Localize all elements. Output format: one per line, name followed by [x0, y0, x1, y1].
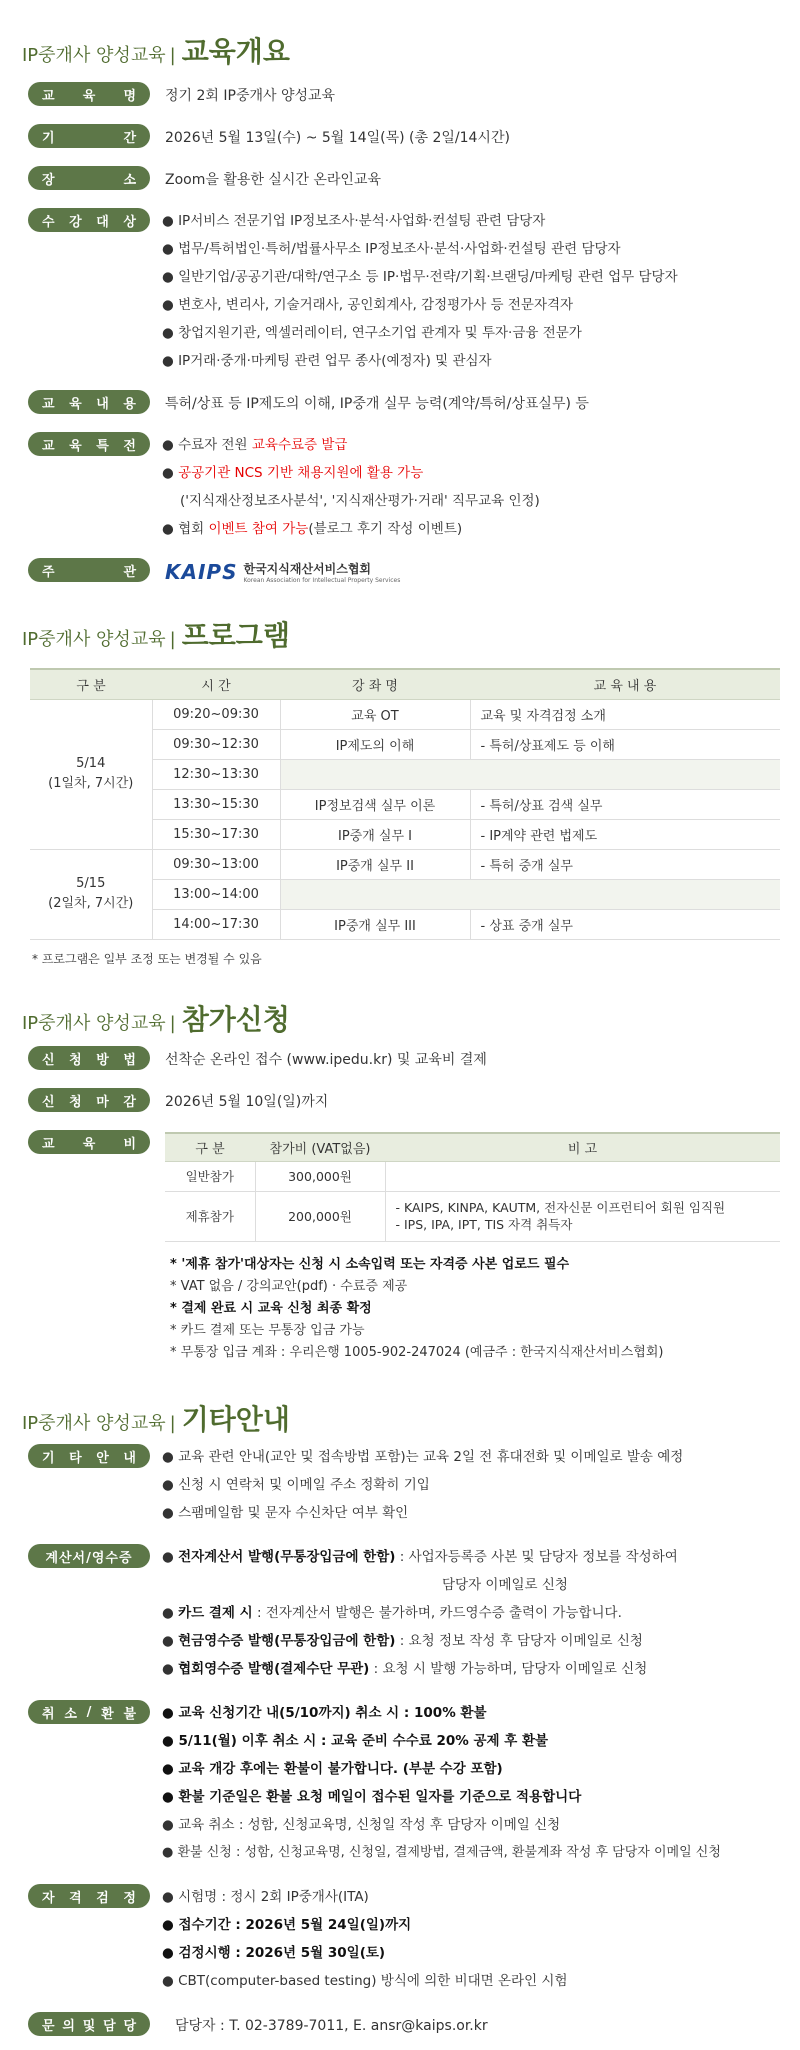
exam-item: ● CBT(computer-based testing) 방식에 의한 비대면 온라인 시험: [162, 1973, 568, 1989]
course-value: 정기 2회 IP중개사 양성교육: [165, 88, 336, 104]
benefit-item: ● 공공기관 NCS 기반 채용지원에 활용 가능: [162, 465, 424, 481]
receipt-item: ● 전자계산서 발행(무통장입금에 한함) : 사업자등록증 사본 및 담당자 정보를 작성하여: [162, 1549, 678, 1565]
label-fee: 교 육 비: [28, 1130, 150, 1154]
target-item: ● 법무/특허법인·특허/법률사무소 IP정보조사·분석·사업화·컨설팅 관련 담당자: [162, 241, 621, 257]
label-info: 기 타 안 내: [28, 1444, 150, 1468]
refund-item: ● 교육 신청기간 내(5/10까지) 취소 시 : 100% 환불: [162, 1705, 487, 1721]
label-target: 수 강 대 상: [28, 208, 150, 232]
receipt-item: ● 협회영수증 발행(결제수단 무관) : 요청 시 발행 가능하며, 담당자 이메일로 신청: [162, 1661, 648, 1677]
info-item: ● 교육 관련 안내(교안 및 접속방법 포함)는 교육 2일 전 휴대전화 및 이메일로 발송 예정: [162, 1449, 684, 1465]
fee-table: [165, 1132, 780, 1242]
table-row: 5/15 (2일차, 7시간) 09:30~13:00 IP중개 실무 II - 특허 중개 실무: [30, 849, 780, 879]
program-header-row: 구 분 시 간 강 좌 명 교 육 내 용: [30, 669, 780, 699]
table-row: 14:00~17:30 IP중개 실무 III - 상표 중개 실무: [30, 909, 780, 939]
table-row: 13:00~14:00: [30, 879, 780, 909]
refund-item: ● 교육 개강 후에는 환불이 불가합니다. (부분 수강 포함): [162, 1761, 503, 1777]
label-deadline: 신 청 마 감: [28, 1088, 150, 1112]
period-value: 2026년 5월 13일(수) ~ 5월 14일(목) (총 2일/14시간): [165, 130, 510, 146]
table-row: 12:30~13:30: [30, 759, 780, 789]
target-item: ● IP서비스 전문기업 IP정보조사·분석·사업화·컨설팅 관련 담당자: [162, 213, 546, 229]
label-method: 신 청 방 법: [28, 1046, 150, 1070]
benefit-sub: ('지식재산정보조사분석', '지식재산평가·거래' 직무교육 인정): [180, 493, 540, 509]
day1-cell: 5/14 (1일차, 7시간): [30, 699, 152, 849]
label-contact: 문 의 및 담 당: [28, 2012, 150, 2036]
target-item: ● 변호사, 변리사, 기술거래사, 공인회계사, 감정평가사 등 전문자격자: [162, 297, 574, 313]
fee-note: * 무통장 입금 계좌 : 우리은행 1005-902-247024 (예금주 : 한국지식재산서비스협회): [170, 1345, 664, 1360]
info-item: ● 스팸메일함 및 문자 수신차단 여부 확인: [162, 1505, 409, 1521]
content-value: 특허/상표 등 IP제도의 이해, IP중개 실무 능력(계약/특허/상표실무) 등: [165, 396, 589, 412]
label-course: 교 육 명: [28, 82, 150, 106]
section-title-etc: IP중개사 양성교육 | 기타안내: [22, 1403, 290, 1436]
fee-note: * 카드 결제 또는 무통장 입금 가능: [170, 1323, 365, 1338]
label-exam: 자 격 검 정: [28, 1884, 150, 1908]
table-row: 제휴참가 200,000원 - KAIPS, KINPA, KAUTM, 전자신문 이프런티어 회원 임직원 - IPS, IPA, IPT, TIS 자격 취득자: [165, 1191, 780, 1241]
label-refund: 취 소 / 환 불: [28, 1700, 150, 1724]
label-host: 주 관: [28, 558, 150, 582]
benefit-item: ● 협회 이벤트 참여 가능(블로그 후기 작성 이벤트): [162, 521, 463, 537]
table-row: 일반참가 300,000원: [165, 1161, 780, 1191]
label-period: 기 간: [28, 124, 150, 148]
refund-item: ● 환불 신청 : 성함, 신청교육명, 신청일, 결제방법, 결제금액, 환불계좌 작성 후 담당자 이메일 신청: [162, 1845, 721, 1860]
receipt-item: ● 카드 결제 시 : 전자계산서 발행은 불가하며, 카드영수증 출력이 가능합니다.: [162, 1605, 622, 1621]
exam-item: ● 시험명 : 정시 2회 IP중개사(ITA): [162, 1889, 369, 1905]
refund-item: ● 교육 취소 : 성함, 신청교육명, 신청일 작성 후 담당자 이메일 신청: [162, 1817, 561, 1833]
refund-item: ● 환불 기준일은 환불 요청 메일이 접수된 일자를 기준으로 적용합니다: [162, 1789, 582, 1805]
contact-value: 담당자 : T. 02-3789-7011, E. ansr@kaips.or.kr: [175, 2018, 488, 2034]
label-benefit: 교 육 특 전: [28, 432, 150, 456]
exam-item: ● 검정시행 : 2026년 5월 30일(토): [162, 1945, 386, 1961]
fee-note: * 결제 완료 시 교육 신청 최종 확정: [170, 1301, 372, 1316]
target-item: ● IP거래·중개·마케팅 관련 업무 종사(예정자) 및 관심자: [162, 353, 492, 369]
section-title-program: IP중개사 양성교육 | 프로그램: [22, 619, 290, 652]
fee-note: * '제휴 참가'대상자는 신청 시 소속입력 또는 자격증 사본 업로드 필수: [170, 1257, 570, 1272]
label-content: 교 육 내 용: [28, 390, 150, 414]
section-title-apply: IP중개사 양성교육 | 참가신청: [22, 1003, 290, 1036]
label-place: 장 소: [28, 166, 150, 190]
target-item: ● 창업지원기관, 엑셀러레이터, 연구소기업 관계자 및 투자·금융 전문가: [162, 325, 582, 341]
table-row: 13:30~15:30 IP정보검색 실무 이론 - 특허/상표 검색 실무: [30, 789, 780, 819]
fee-header-row: 구 분 참가비 (VAT없음) 비 고: [165, 1133, 780, 1161]
section-title-overview: IP중개사 양성교육 | 교육개요: [22, 35, 290, 68]
program-table: [30, 668, 780, 940]
kaips-logo-icon: KAIPS: [165, 560, 238, 584]
receipt-sub: 담당자 이메일로 신청: [442, 1577, 568, 1593]
benefit-item: ● 수료자 전원 교육수료증 발급: [162, 437, 348, 453]
table-row: 15:30~17:30 IP중개 실무 I - IP계약 관련 법제도: [30, 819, 780, 849]
program-note: * 프로그램은 일부 조정 또는 변경될 수 있음: [32, 952, 262, 966]
table-row: 09:30~12:30 IP제도의 이해 - 특허/상표제도 등 이해: [30, 729, 780, 759]
table-row: 5/14 (1일차, 7시간) 09:20~09:30 교육 OT 교육 및 자격검정 소개: [30, 699, 780, 729]
deadline-value: 2026년 5월 10일(일)까지: [165, 1094, 329, 1110]
exam-item: ● 접수기간 : 2026년 5월 24일(일)까지: [162, 1917, 412, 1933]
place-value: Zoom을 활용한 실시간 온라인교육: [165, 172, 381, 188]
method-value: 선착순 온라인 접수 (www.ipedu.kr) 및 교육비 결제: [165, 1052, 487, 1068]
day2-cell: 5/15 (2일차, 7시간): [30, 849, 152, 939]
refund-item: ● 5/11(월) 이후 취소 시 : 교육 준비 수수료 20% 공제 후 환불: [162, 1733, 549, 1749]
host-logo: KAIPS 한국지식재산서비스협회 Korean Association for Intellectual Property Services: [165, 560, 401, 584]
label-receipt: 계산서/영수증: [28, 1544, 150, 1568]
target-item: ● 일반기업/공공기관/대학/연구소 등 IP·법무·전략/기획·브랜딩/마케팅 관련 업무 담당자: [162, 269, 678, 285]
info-item: ● 신청 시 연락처 및 이메일 주소 정확히 기입: [162, 1477, 430, 1493]
fee-note: * VAT 없음 / 강의교안(pdf) · 수료증 제공: [170, 1279, 408, 1294]
receipt-item: ● 현금영수증 발행(무통장입금에 한함) : 요청 정보 작성 후 담당자 이메일로 신청: [162, 1633, 643, 1649]
